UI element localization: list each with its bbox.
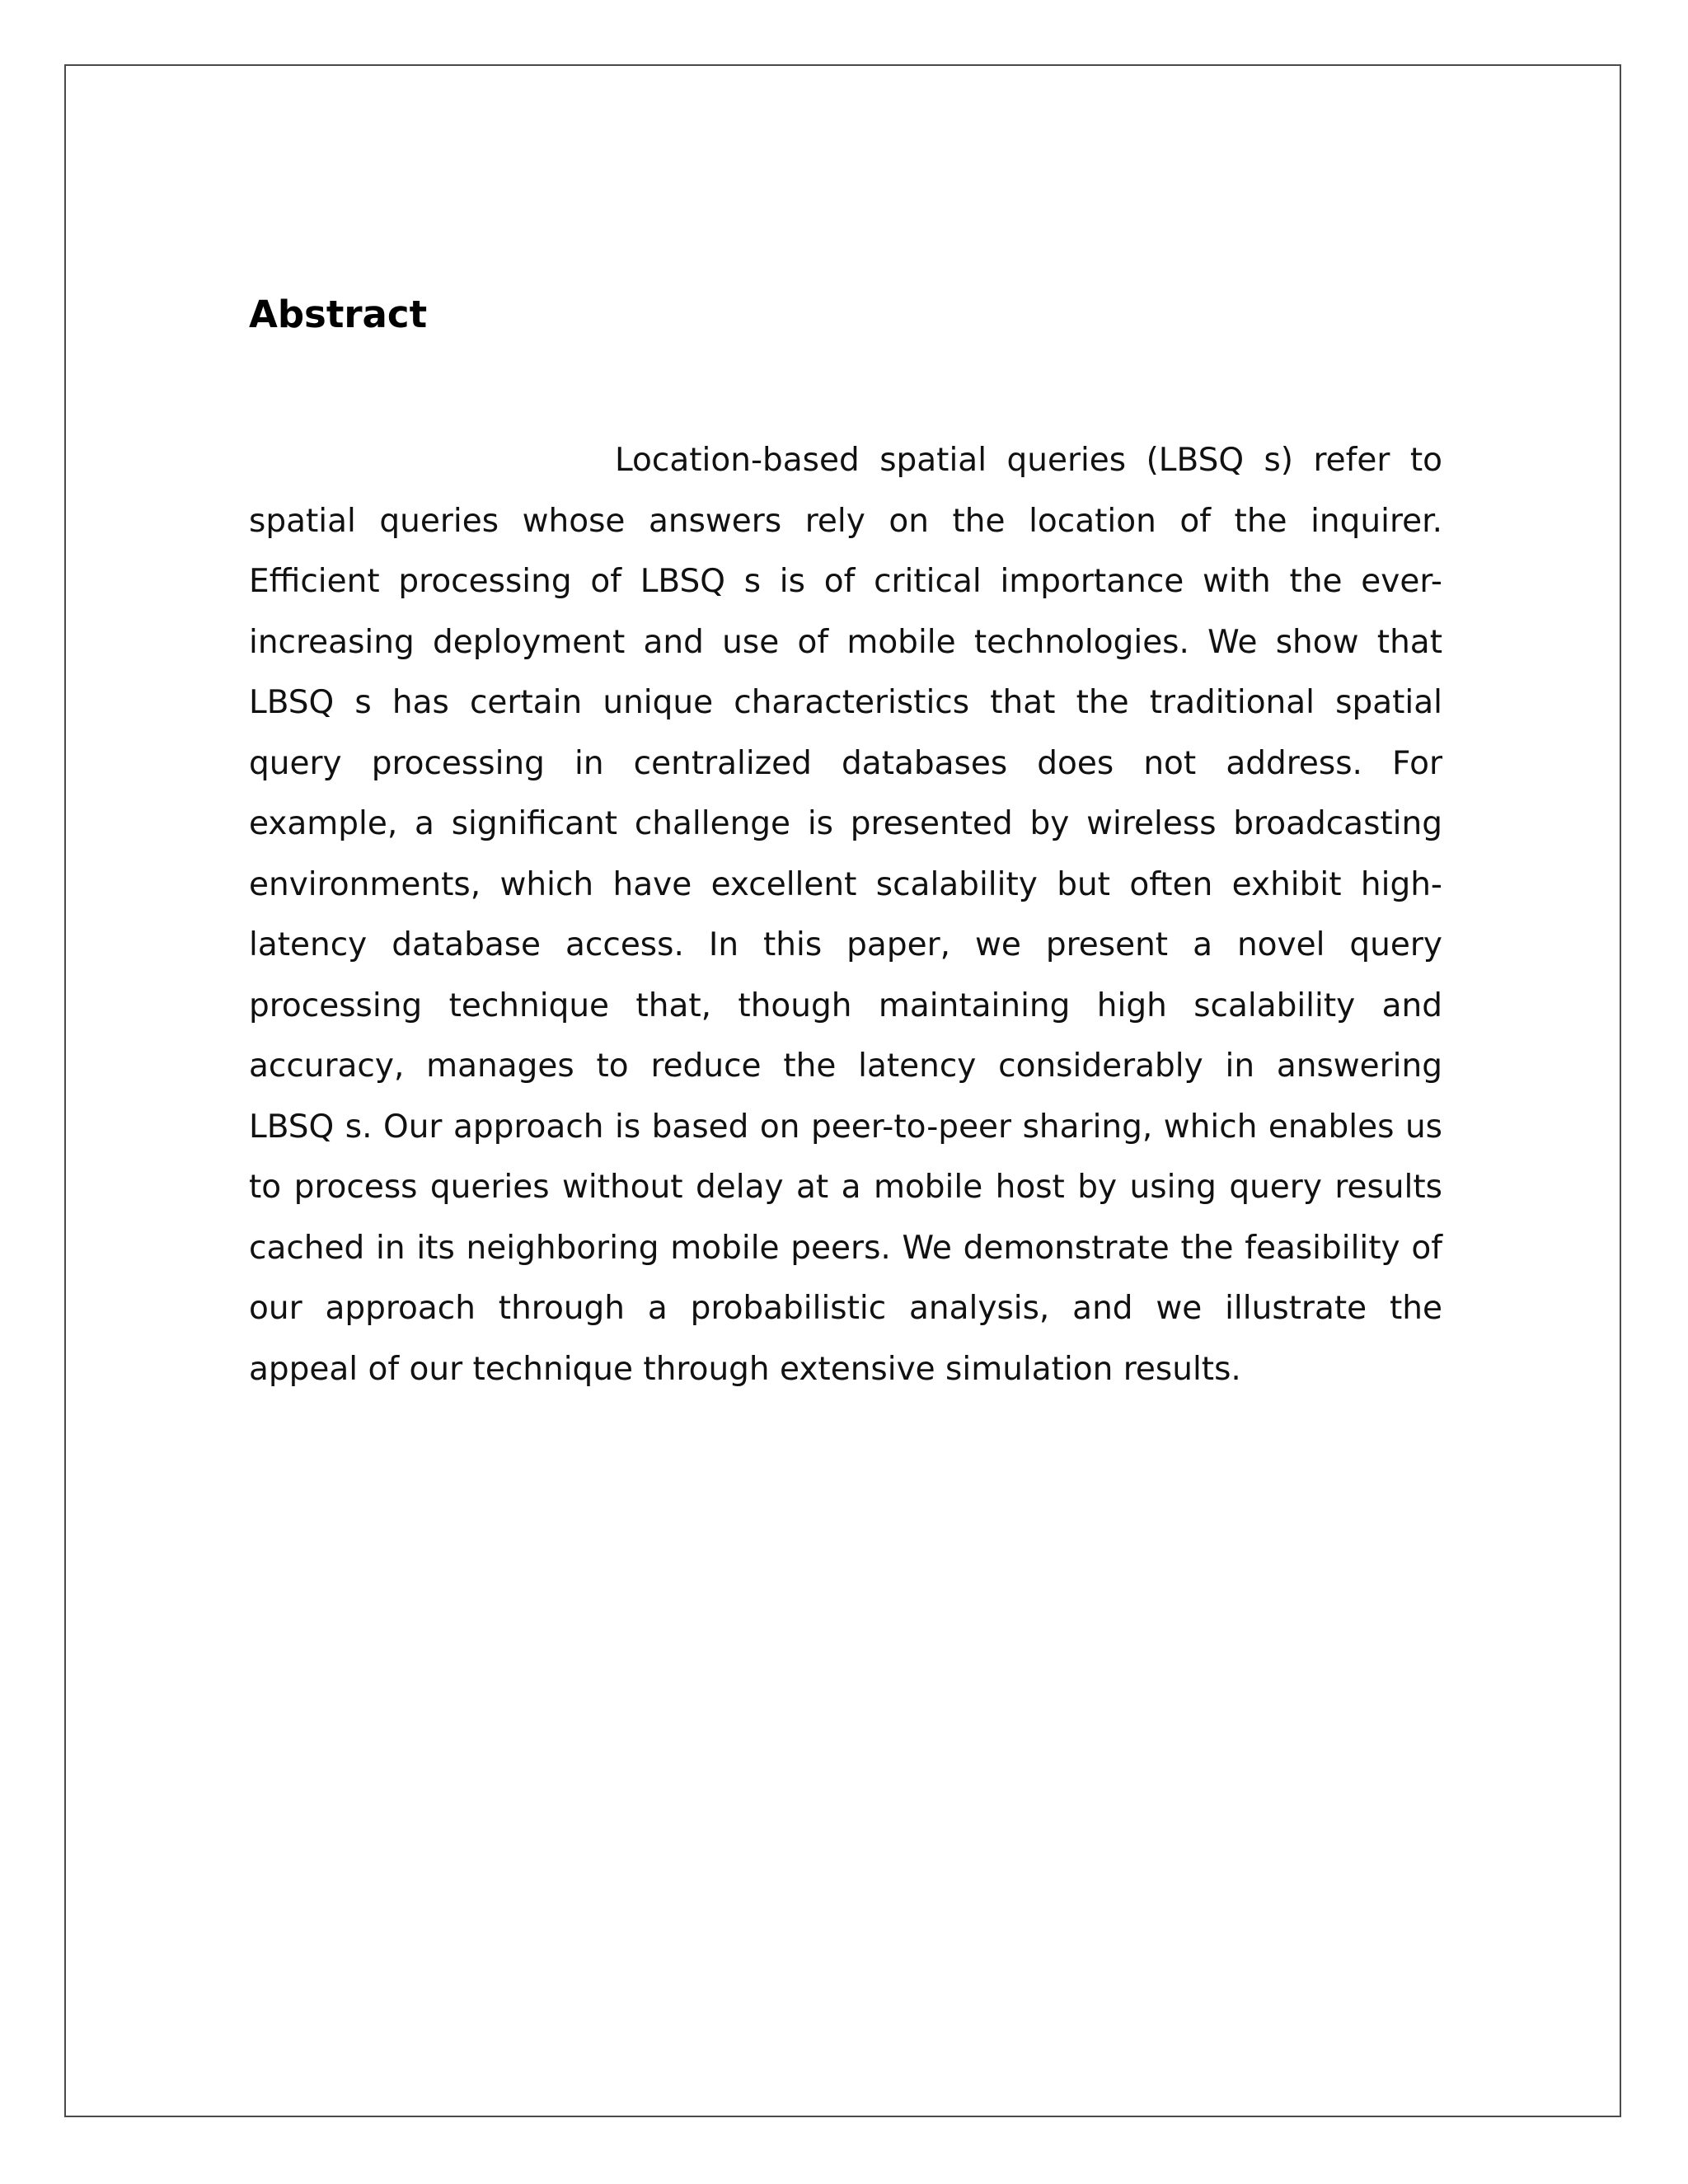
abstract-paragraph: Location-based spatial queries (LBSQ s) refer to spatial queries whose answers rely on the location of the inquirer. Efficient processing of LBSQ s is of critical importance with the ever-increasing deployment and use of mobile technologies. We show that LBSQ s has certain unique characteristics that the traditional spatial query processing in centralized databases does not address. For example, a significant challenge is presented by wireless broadcasting environments, which have excellent scalability but often exhibit high-latency database access. In this paper, we present a novel query processing technique that, though maintaining high scalability and accuracy, manages to reduce the latency considerably in answering LBSQ s. Our approach is based on peer-to-peer sharing, which enables us to process queries without delay at a mobile host by using query results cached in its neighboring mobile peers. We demonstrate the feasibility of our approach through a probabilistic analysis, and we illustrate the appeal of our technique through extensive simulation results. (249, 442, 1442, 1388)
abstract-heading: Abstract (249, 293, 428, 336)
abstract-section (249, 280, 1442, 1399)
